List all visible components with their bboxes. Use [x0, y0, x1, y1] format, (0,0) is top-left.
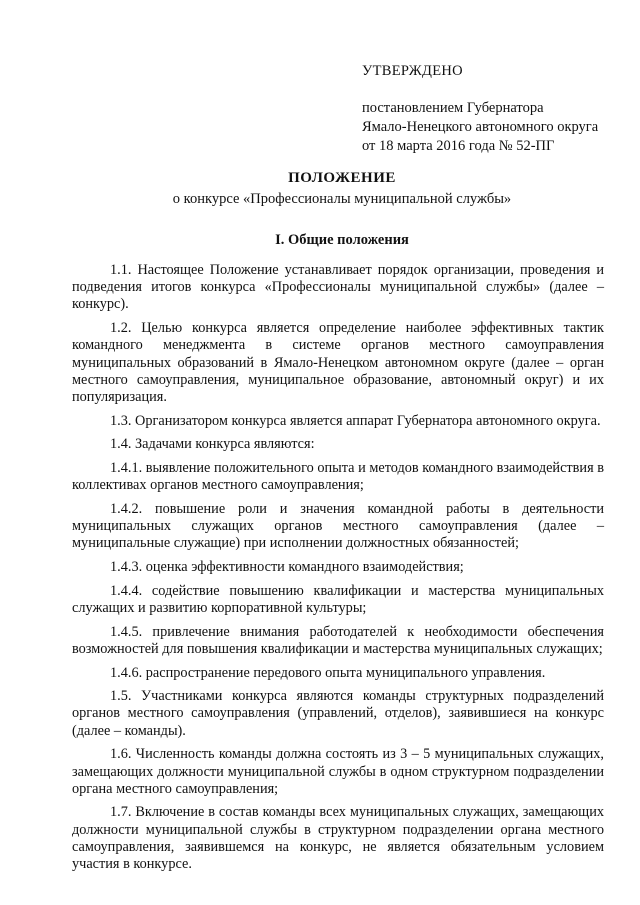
document-subtitle: о конкурсе «Профессионалы муниципальной службы» — [172, 191, 512, 207]
paragraph-1-4-1: 1.4.1. выявление положительного опыта и методов командного взаимодействия в коллективах органов местного самоуправления; — [72, 460, 604, 494]
paragraph-1-4-5: 1.4.5. привлечение внимания работодателей к необходимости обеспечения возможностей для повышения квалификации и мастерства муниципальных служащих; — [72, 623, 604, 657]
paragraph-1-1: 1.1. Настоящее Положение устанавливает порядок организации, проведения и подведения итогов конкурса «Профессионалы муниципальной службы» (далее – конкурс). — [72, 262, 604, 313]
approval-stamp — [362, 62, 622, 156]
paragraph-1-5: 1.5. Участниками конкурса являются команды структурных подразделений органов местного самоуправления (управлений, отделов), заявившиеся на конкурс (далее – команды). — [72, 688, 604, 739]
approval-line-1: постановлением Губернатора — [362, 100, 544, 116]
paragraph-1-7: 1.7. Включение в состав команды всех муниципальных служащих, замещающих должности муниципальной службы в структурном подразделении органа местного самоуправления, заявившемся на конкурс, не является обязательным условием участия в конкурсе. — [72, 804, 604, 873]
paragraph-1-4-6: 1.4.6. распространение передового опыта муниципального управления. — [110, 664, 546, 681]
approval-title: УТВЕРЖДЕНО — [362, 63, 463, 79]
paragraph-1-4: 1.4. Задачами конкурса являются: — [110, 436, 315, 453]
document-body — [72, 262, 604, 880]
paragraph-1-4-3: 1.4.3. оценка эффективности командного взаимодействия; — [110, 559, 464, 576]
paragraph-1-4-2: 1.4.2. повышение роли и значения командной работы в деятельности муниципальных служащих органов местного самоуправления (далее – муниципальные служащие) при исполнении должностных обязанностей; — [72, 500, 604, 552]
paragraph-1-6: 1.6. Численность команды должна состоять из 3 – 5 муниципальных служащих, замещающих должности муниципальной службы в одном структурном подразделении органа местного самоуправления; — [72, 746, 604, 797]
approval-line-3: от 18 марта 2016 года № 52-ПГ — [362, 138, 555, 154]
paragraph-1-2: 1.2. Целью конкурса является определение наиболее эффективных тактик командного менеджмента в системе органов местного самоуправления муниципальных образований в Ямало-Ненецком автономном округе (далее – орган местного самоуправления, муниципальное образование, автономный округ) и их популяризация. — [72, 320, 604, 405]
paragraph-1-4-4: 1.4.4. содействие повышению квалификации и мастерства муниципальных служащих и развитию корпоративной культуры; — [72, 582, 604, 616]
paragraph-1-3: 1.3. Организатором конкурса является аппарат Губернатора автономного округа. — [110, 412, 601, 429]
section-title: I. Общие положения — [275, 232, 409, 248]
approval-line-2: Ямало-Ненецкого автономного округа — [362, 119, 599, 135]
document-title: ПОЛОЖЕНИЕ — [288, 170, 396, 186]
